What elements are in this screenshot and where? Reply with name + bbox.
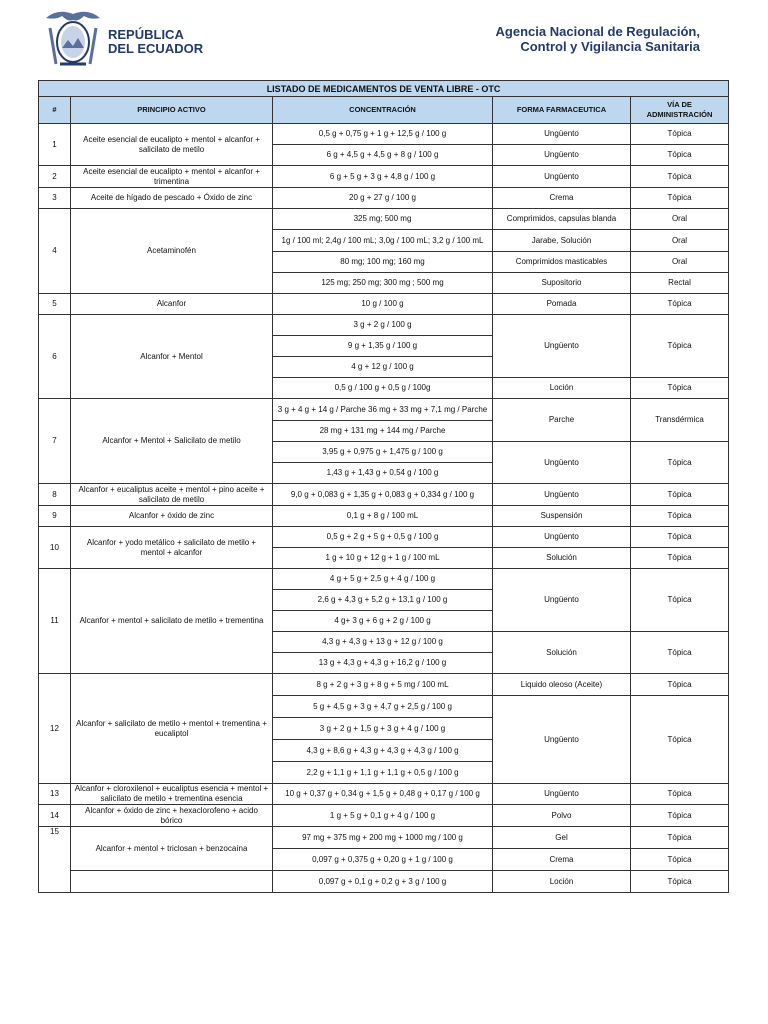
dosage-form-cell: Ungüento [493, 315, 631, 378]
concentration-cell: 2,6 g + 4,3 g + 5,2 g + 13,1 g / 100 g [273, 590, 493, 611]
table-row [39, 484, 729, 506]
row-number: 6 [39, 315, 71, 399]
concentration-cell: 10 g / 100 g [273, 294, 493, 315]
dosage-form-cell: Loción [493, 378, 631, 399]
concentration-cell: 0,5 g + 2 g + 5 g + 0,5 g / 100 g [273, 527, 493, 548]
concentration-cell: 4 g+ 3 g + 6 g + 2 g / 100 g [273, 611, 493, 632]
concentration-cell: 0,1 g + 8 g / 100 mL [273, 506, 493, 527]
row-number: 7 [39, 399, 71, 484]
concentration-cell: 325 mg; 500 mg [273, 209, 493, 230]
route-cell: Tópica [631, 548, 729, 569]
route-cell: Tópica [631, 166, 729, 188]
route-cell: Tópica [631, 871, 729, 893]
table-row [39, 399, 729, 421]
concentration-cell: 20 g + 27 g / 100 g [273, 188, 493, 209]
dosage-form-cell: Jarabe, Solución [493, 230, 631, 252]
row-number: 12 [39, 674, 71, 784]
concentration-cell: 2,2 g + 1,1 g + 1,1 g + 1,1 g + 0,5 g / 100 g [273, 762, 493, 784]
table-row [39, 805, 729, 827]
concentration-cell: 3 g + 2 g + 1,5 g + 3 g + 4 g / 100 g [273, 718, 493, 740]
dosage-form-cell: Ungüento [493, 166, 631, 188]
active-ingredient-cell: Alcanfor [71, 294, 273, 315]
concentration-cell: 3 g + 4 g + 14 g / Parche 36 mg + 33 mg + 7,1 mg / Parche [273, 399, 493, 421]
row-number: 15 [39, 827, 71, 893]
concentration-cell: 6 g + 4,5 g + 4,5 g + 8 g / 100 g [273, 145, 493, 166]
route-cell: Tópica [631, 188, 729, 209]
dosage-form-cell: Ungüento [493, 484, 631, 506]
route-cell: Tópica [631, 145, 729, 166]
concentration-cell: 1 g + 5 g + 0,1 g + 4 g / 100 g [273, 805, 493, 827]
dosage-form-cell: Ungüento [493, 442, 631, 484]
table-title: LISTADO DE MEDICAMENTOS DE VENTA LIBRE - OTC [39, 81, 729, 97]
concentration-cell: 28 mg + 131 mg + 144 mg / Parche [273, 421, 493, 442]
table-row [39, 166, 729, 188]
table-row [39, 871, 729, 893]
row-number: 14 [39, 805, 71, 827]
column-header-number: # [39, 97, 71, 124]
active-ingredient-cell: Acetaminofén [71, 209, 273, 294]
republic-name: REPÚBLICA DEL ECUADOR [108, 27, 204, 56]
concentration-cell: 10 g + 0,37 g + 0,34 g + 1,5 g + 0,48 g + 0,17 g / 100 g [273, 784, 493, 805]
concentration-cell: 3 g + 2 g / 100 g [273, 315, 493, 336]
dosage-form-cell: Solución [493, 632, 631, 674]
dosage-form-cell: Crema [493, 188, 631, 209]
route-cell: Tópica [631, 805, 729, 827]
table-row [39, 527, 729, 548]
row-number: 10 [39, 527, 71, 569]
table-row [39, 569, 729, 590]
concentration-cell: 0,097 g + 0,375 g + 0,20 g + 1 g / 100 g [273, 849, 493, 871]
concentration-cell: 4,3 g + 8,6 g + 4,3 g + 4,3 g + 4,3 g / 100 g [273, 740, 493, 762]
concentration-cell: 4,3 g + 4,3 g + 13 g + 12 g / 100 g [273, 632, 493, 653]
dosage-form-cell: Supositorio [493, 273, 631, 294]
table-row [39, 674, 729, 696]
concentration-cell: 8 g + 2 g + 3 g + 8 g + 5 mg / 100 mL [273, 674, 493, 696]
active-ingredient-cell-empty [71, 871, 273, 893]
concentration-cell: 0,5 g + 0,75 g + 1 g + 12,5 g / 100 g [273, 124, 493, 145]
concentration-cell: 3,95 g + 0,975 g + 1,475 g / 100 g [273, 442, 493, 463]
route-cell: Transdérmica [631, 399, 729, 442]
dosage-form-cell: Parche [493, 399, 631, 442]
coat-of-arms-logo [40, 8, 106, 70]
route-cell: Tópica [631, 378, 729, 399]
route-cell: Tópica [631, 315, 729, 378]
dosage-form-cell: Ungüento [493, 145, 631, 166]
row-number: 2 [39, 166, 71, 188]
row-number: 13 [39, 784, 71, 805]
active-ingredient-cell: Aceite de hígado de pescado + Óxido de zinc [71, 188, 273, 209]
active-ingredient-cell: Alcanfor + Mentol + Salicilato de metilo [71, 399, 273, 484]
route-cell: Tópica [631, 696, 729, 784]
row-number: 1 [39, 124, 71, 166]
concentration-cell: 125 mg; 250 mg; 300 mg ; 500 mg [273, 273, 493, 294]
page-header [0, 0, 768, 78]
concentration-cell: 1 g + 10 g + 12 g + 1 g / 100 mL [273, 548, 493, 569]
concentration-cell: 9 g + 1,35 g / 100 g [273, 336, 493, 357]
concentration-cell: 1,43 g + 1,43 g + 0,54 g / 100 g [273, 463, 493, 484]
active-ingredient-cell: Alcanfor + mentol + triclosan + benzocaína [71, 827, 273, 871]
concentration-cell: 9,0 g + 0,083 g + 1,35 g + 0,083 g + 0,334 g / 100 g [273, 484, 493, 506]
dosage-form-cell: Polvo [493, 805, 631, 827]
dosage-form-cell: Ungüento [493, 569, 631, 632]
route-cell: Tópica [631, 849, 729, 871]
active-ingredient-cell: Alcanfor + mentol + salicilato de metilo + trementina [71, 569, 273, 674]
route-cell: Tópica [631, 506, 729, 527]
route-cell: Tópica [631, 442, 729, 484]
route-cell: Tópica [631, 124, 729, 145]
row-number: 5 [39, 294, 71, 315]
row-number: 4 [39, 209, 71, 294]
concentration-cell: 0,5 g / 100 g + 0,5 g / 100g [273, 378, 493, 399]
route-cell: Rectal [631, 273, 729, 294]
route-cell: Tópica [631, 784, 729, 805]
table-row [39, 506, 729, 527]
active-ingredient-cell: Aceite esencial de eucalipto + mentol + alcanfor + trimentina [71, 166, 273, 188]
column-header-active-ingredient: PRINCIPIO ACTIVO [71, 97, 273, 124]
dosage-form-cell: Crema [493, 849, 631, 871]
row-number: 9 [39, 506, 71, 527]
table-row [39, 188, 729, 209]
otc-medicines-table [38, 80, 729, 893]
table-row [39, 124, 729, 145]
dosage-form-cell: Solución [493, 548, 631, 569]
dosage-form-cell: Loción [493, 871, 631, 893]
route-cell: Oral [631, 230, 729, 252]
route-cell: Oral [631, 209, 729, 230]
active-ingredient-cell: Alcanfor + óxido de zinc + hexaclorofeno + acido bórico [71, 805, 273, 827]
dosage-form-cell: Comprimidos, capsulas blanda [493, 209, 631, 230]
agency-name: Agencia Nacional de Regulación, Control y Vigilancia Sanitaria [495, 24, 700, 54]
concentration-cell: 97 mg + 375 mg + 200 mg + 1000 mg / 100 g [273, 827, 493, 849]
row-number: 3 [39, 188, 71, 209]
concentration-cell: 4 g + 5 g + 2,5 g + 4 g / 100 g [273, 569, 493, 590]
concentration-cell: 5 g + 4,5 g + 3 g + 4,7 g + 2,5 g / 100 g [273, 696, 493, 718]
dosage-form-cell: Ungüento [493, 784, 631, 805]
active-ingredient-cell: Alcanfor + cloroxilenol + eucaliptus esencia + mentol + salicilato de metilo + trementina esencia [71, 784, 273, 805]
dosage-form-cell: Gel [493, 827, 631, 849]
route-cell: Tópica [631, 527, 729, 548]
row-number: 8 [39, 484, 71, 506]
table-row [39, 784, 729, 805]
active-ingredient-cell: Alcanfor + salicilato de metilo + mentol + trementina + eucaliptol [71, 674, 273, 784]
active-ingredient-cell: Aceite esencial de eucalipto + mentol + alcanfor + salicilato de metilo [71, 124, 273, 166]
route-cell: Tópica [631, 294, 729, 315]
concentration-cell: 80 mg; 100 mg; 160 mg [273, 252, 493, 273]
active-ingredient-cell: Alcanfor + eucaliptus aceite + mentol + pino aceite + salicilato de metilo [71, 484, 273, 506]
column-header-concentration: CONCENTRACIÓN [273, 97, 493, 124]
row-number: 11 [39, 569, 71, 674]
dosage-form-cell: Ungüento [493, 696, 631, 784]
dosage-form-cell: Liquido oleoso (Aceite) [493, 674, 631, 696]
concentration-cell: 0,097 g + 0,1 g + 0,2 g + 3 g / 100 g [273, 871, 493, 893]
dosage-form-cell: Suspensión [493, 506, 631, 527]
table-row [39, 209, 729, 230]
concentration-cell: 6 g + 5 g + 3 g + 4,8 g / 100 g [273, 166, 493, 188]
route-cell: Tópica [631, 827, 729, 849]
table-row [39, 315, 729, 336]
dosage-form-cell: Ungüento [493, 527, 631, 548]
active-ingredient-cell: Alcanfor + óxido de zinc [71, 506, 273, 527]
route-cell: Tópica [631, 484, 729, 506]
table-row [39, 827, 729, 849]
route-cell: Tópica [631, 674, 729, 696]
route-cell: Tópica [631, 632, 729, 674]
column-header-dosage-form: FORMA FARMACEUTICA [493, 97, 631, 124]
active-ingredient-cell: Alcanfor + Mentol [71, 315, 273, 399]
table-row [39, 294, 729, 315]
concentration-cell: 13 g + 4,3 g + 4,3 g + 16,2 g / 100 g [273, 653, 493, 674]
dosage-form-cell: Pomada [493, 294, 631, 315]
concentration-cell: 4 g + 12 g / 100 g [273, 357, 493, 378]
dosage-form-cell: Comprimidos masticables [493, 252, 631, 273]
active-ingredient-cell: Alcanfor + yodo metálico + salicilato de metilo + mentol + alcanfor [71, 527, 273, 569]
column-header-route: VÍA DE ADMINISTRACIÓN [631, 97, 729, 124]
route-cell: Oral [631, 252, 729, 273]
route-cell: Tópica [631, 569, 729, 632]
dosage-form-cell: Ungüento [493, 124, 631, 145]
concentration-cell: 1g / 100 ml; 2,4g / 100 mL; 3,0g / 100 mL; 3,2 g / 100 mL [273, 230, 493, 252]
